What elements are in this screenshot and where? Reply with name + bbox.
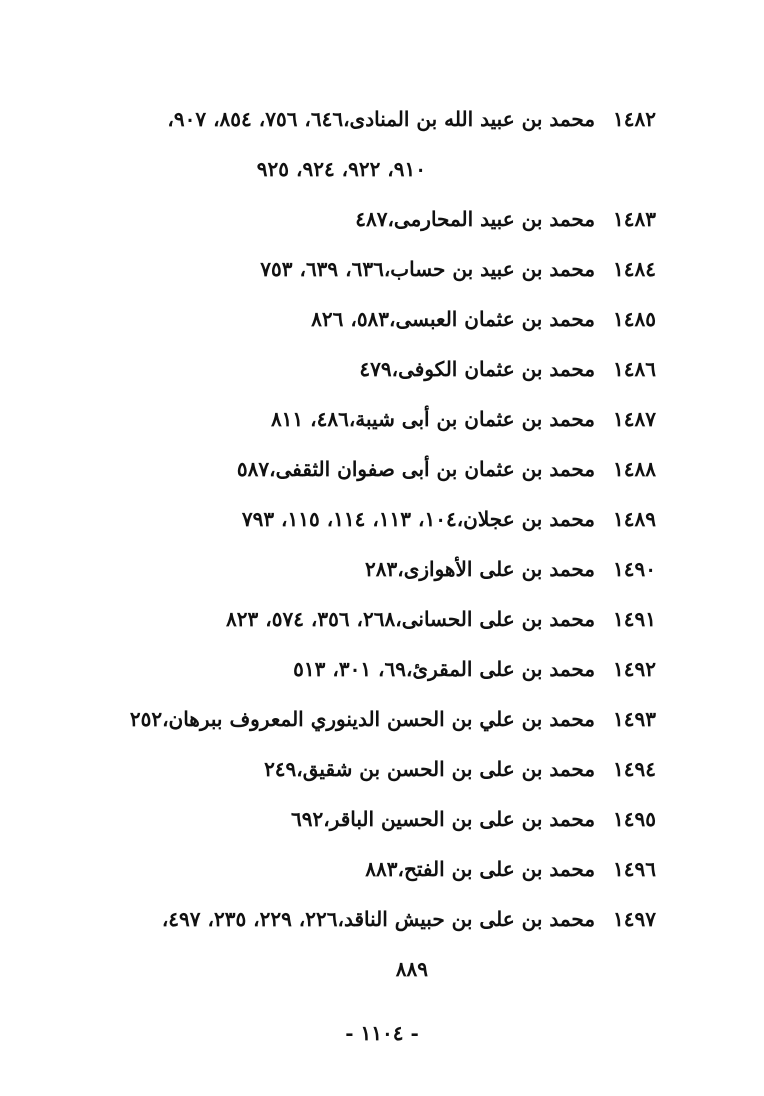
entry-name: محمد بن عبيد بن حساب، bbox=[383, 257, 596, 281]
entry-name: محمد بن على بن حبيش الناقد، bbox=[337, 907, 596, 931]
entry-continuation: ٩١٠، ٩٢٢، ٩٢٤، ٩٢٥ bbox=[256, 157, 426, 181]
entry-pages: ٤٧٩ bbox=[359, 357, 392, 381]
entry-name: محمد بن على بن الفتح، bbox=[397, 857, 596, 881]
entry-continuation: ٨٨٩ bbox=[395, 957, 428, 981]
entry-number: ١٤٨٩ bbox=[613, 507, 656, 531]
index-entry bbox=[355, 204, 656, 234]
index-entry bbox=[130, 704, 656, 734]
entry-pages: ٢٤٩ bbox=[264, 757, 297, 781]
entry-number: ١٤٨٦ bbox=[613, 357, 656, 381]
entry-name: محمد بن على الأهوازى، bbox=[397, 557, 596, 581]
entry-number: ١٤٩٥ bbox=[613, 807, 656, 831]
index-entry bbox=[359, 354, 656, 384]
entry-name: محمد بن عبيد الله بن المنادى، bbox=[343, 107, 596, 131]
entry-name: محمد بن عبيد المحارمى، bbox=[387, 207, 596, 231]
entry-name: محمد بن عثمان بن أبى صفوان الثقفى، bbox=[269, 457, 596, 481]
entry-pages: ٢٥٢ bbox=[129, 707, 163, 731]
entry-pages: ٨٨٣ bbox=[365, 857, 398, 881]
index-entry bbox=[167, 104, 656, 134]
entry-pages: ٥٨٣، ٨٢٦ bbox=[311, 307, 390, 331]
entry-pages: ٤٨٦، ٨١١ bbox=[270, 407, 349, 431]
entry-name: محمد بن عجلان، bbox=[456, 507, 596, 531]
index-entry bbox=[226, 604, 656, 634]
index-entry bbox=[260, 254, 656, 284]
entry-name: محمد بن علي بن الحسن الدينوري المعروف ببرهان، bbox=[162, 707, 596, 731]
entry-number: ١٤٨٥ bbox=[613, 307, 656, 331]
entry-name: محمد بن على المقرئ، bbox=[405, 657, 596, 681]
entry-pages: ٦٩٢ bbox=[291, 807, 324, 831]
entry-number: ١٤٩٢ bbox=[613, 657, 656, 681]
index-entry bbox=[162, 904, 656, 934]
entry-name: محمد بن عثمان العبسى، bbox=[389, 307, 596, 331]
index-entry bbox=[365, 554, 656, 584]
entry-pages: ٢٨٣ bbox=[365, 557, 398, 581]
entry-pages: ٤٨٧ bbox=[355, 207, 388, 231]
index-entry bbox=[365, 854, 656, 884]
entry-number: ١٤٩٤ bbox=[613, 757, 656, 781]
entry-number: ١٤٨٤ bbox=[613, 257, 656, 281]
entry-number: ١٤٩٧ bbox=[613, 907, 656, 931]
entry-number: ١٤٨٨ bbox=[613, 457, 656, 481]
entry-name: محمد بن على بن الحسين الباقر، bbox=[323, 807, 596, 831]
entry-number: ١٤٩٠ bbox=[613, 557, 656, 581]
entry-pages: ٥٨٧ bbox=[236, 457, 270, 481]
entry-number: ١٤٩١ bbox=[613, 607, 656, 631]
index-entry bbox=[293, 654, 656, 684]
entry-name: محمد بن عثمان الكوفى، bbox=[391, 357, 596, 381]
entry-number: ١٤٨٢ bbox=[613, 107, 656, 131]
entry-number: ١٤٩٦ bbox=[613, 857, 656, 881]
entry-name: محمد بن على الحسانى، bbox=[395, 607, 596, 631]
page-number: - ١١٠٤ - bbox=[345, 1021, 419, 1045]
index-entry bbox=[237, 454, 656, 484]
index-entry bbox=[242, 504, 656, 534]
entry-pages: ٢٢٦، ٢٢٩، ٢٣٥، ٤٩٧، bbox=[161, 907, 338, 931]
entry-number: ١٤٩٣ bbox=[613, 707, 656, 731]
index-entry bbox=[291, 804, 656, 834]
entry-pages: ٦٩، ٣٠١، ٥١٣ bbox=[293, 657, 406, 681]
entry-number: ١٤٨٧ bbox=[613, 407, 656, 431]
entry-pages: ١٠٤، ١١٣، ١١٤، ١١٥، ٧٩٣ bbox=[241, 507, 457, 531]
entry-pages: ٦٤٦، ٧٥٦، ٨٥٤، ٩٠٧، bbox=[167, 107, 344, 131]
entry-pages: ٢٦٨، ٣٥٦، ٥٧٤، ٨٢٣ bbox=[226, 607, 396, 631]
index-entry bbox=[264, 754, 656, 784]
entry-pages: ٦٣٦، ٦٣٩، ٧٥٣ bbox=[260, 257, 384, 281]
index-entry bbox=[271, 404, 656, 434]
entry-number: ١٤٨٣ bbox=[613, 207, 656, 231]
index-entry bbox=[311, 304, 656, 334]
entry-name: محمد بن عثمان بن أبى شيبة، bbox=[348, 407, 596, 431]
entry-name: محمد بن على بن الحسن بن شقيق، bbox=[296, 757, 596, 781]
